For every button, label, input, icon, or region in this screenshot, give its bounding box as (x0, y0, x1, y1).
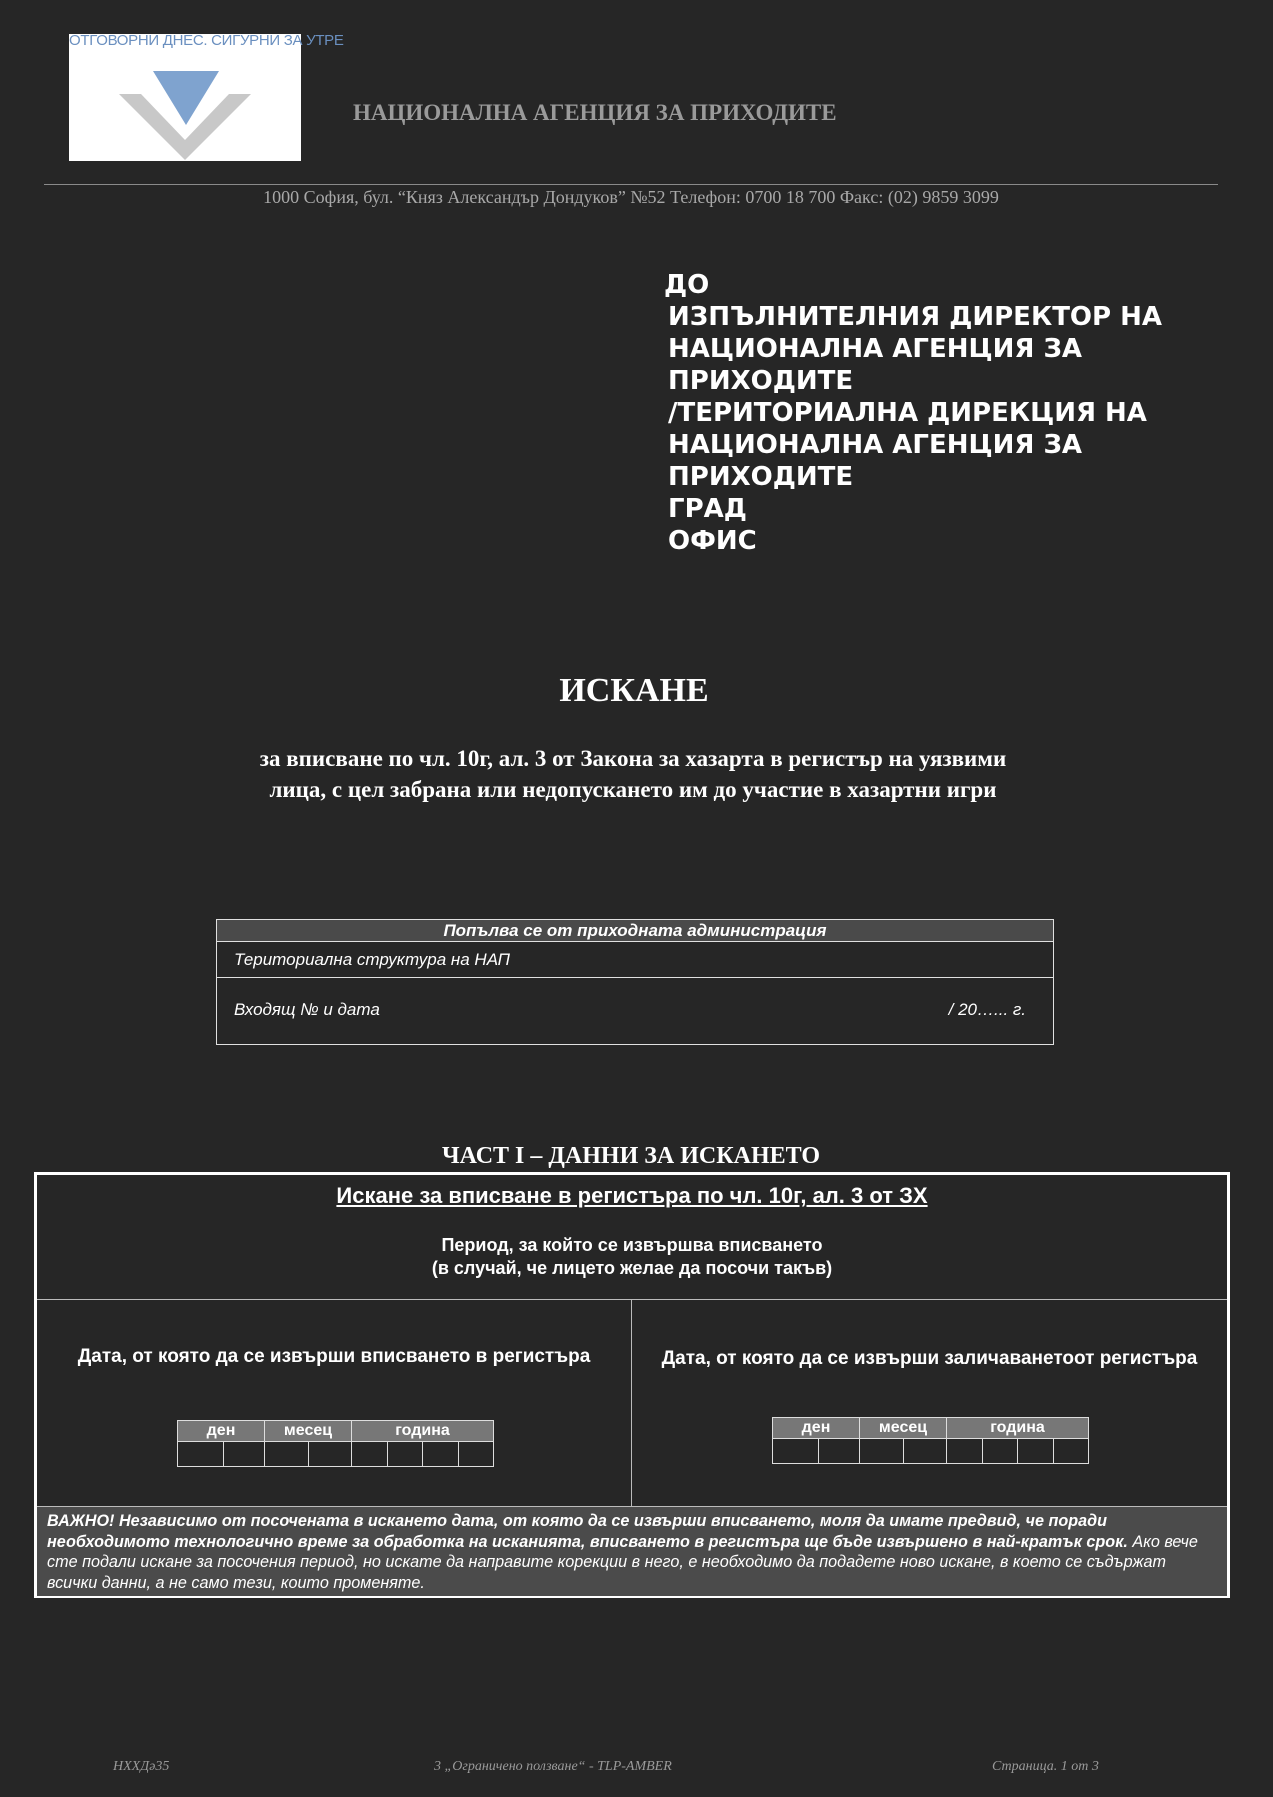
date-digit-cell[interactable] (223, 1442, 264, 1467)
notice-bold-text: ВАЖНО! Независимо от посочената в искането дата, от която да се извърши вписването, моля да имате предвид, че поради необходимото технологично време за обработка на исканията, вписването в регистъра ще бъде извършено в най-кратък срок. (47, 1512, 1128, 1551)
logo-motto: ОТГОВОРНИ ДНЕС. СИГУРНИ ЗА УТРЕ (69, 32, 344, 49)
footer-form-code: НХХДә35 (113, 1759, 170, 1774)
recipient-block (668, 301, 1162, 557)
period-note: (в случай, че лицето желае да посочи такъв) (431, 1258, 833, 1278)
important-notice (37, 1506, 1227, 1596)
nap-logo (69, 32, 344, 161)
recipient-line: /ТЕРИТОРИАЛНА ДИРЕКЦИЯ НА (668, 398, 1147, 428)
admin-table (216, 919, 1054, 1045)
recipient-line: НАЦИОНАЛНА АГЕНЦИЯ ЗА (668, 334, 1083, 364)
end-date-table (772, 1417, 1089, 1464)
date-digit-cell[interactable] (1053, 1439, 1089, 1464)
date-digit-cell[interactable] (982, 1439, 1018, 1464)
document-title: ИСКАНЕ (559, 672, 709, 709)
incoming-year-field[interactable]: / 20…... г. (948, 1000, 1026, 1019)
date-digit-cell[interactable] (773, 1439, 819, 1464)
date-digit-cell[interactable] (308, 1442, 352, 1467)
month-header: месец (265, 1421, 352, 1442)
document-subtitle: за вписване по чл. 10г, ал. 3 от Закона за хазарта в регистър на уязвими лица, с цел забрана или недопускането им до участие в хазартни игри (259, 746, 1007, 802)
part1-heading: ЧАСТ I – ДАННИ ЗА ИСКАНЕТО (441, 1143, 821, 1169)
agency-address: 1000 София, бул. “Княз Александър Дондуков” №52 Телефон: 0700 18 700 Факс: (02) 9859 3099 (263, 187, 999, 207)
column-divider (631, 1300, 632, 1506)
date-digit-cell[interactable] (387, 1442, 423, 1467)
recipient-line: ОФИС (668, 526, 757, 556)
day-header: ден (773, 1418, 860, 1439)
start-date-table (177, 1420, 494, 1467)
month-header: месец (860, 1418, 947, 1439)
recipient-line: НАЦИОНАЛНА АГЕНЦИЯ ЗА (668, 430, 1083, 460)
date-digit-cell[interactable] (860, 1439, 904, 1464)
admin-row-structure (217, 942, 1053, 978)
date-digit-cell[interactable] (265, 1442, 309, 1467)
notice-text (47, 1511, 1217, 1593)
header-divider (44, 184, 1218, 185)
footer-page-number: Страница. 1 от 3 (992, 1759, 1099, 1774)
recipient-to: ДО (664, 270, 710, 300)
footer-classification: 3 „Ограничено ползване“ - TLP-AMBER (434, 1759, 672, 1774)
request-title: Искане за вписване в регистъра по чл. 10г, ал. 3 от ЗХ (336, 1183, 928, 1208)
recipient-line: ПРИХОДИТЕ (668, 366, 854, 396)
incoming-label: Входящ № и дата (234, 1000, 380, 1019)
notice-regular-text: Ако вече сте подали искане за посочения период, но искате да направите корекции в него, е необходимо да подадете ново искане, в което се съдържат всички данни, а не само тези, които променяте. (47, 1532, 1198, 1592)
period-label: Период, за който се извършва вписването (441, 1235, 823, 1255)
logo-emblem (69, 32, 344, 161)
date-digit-cell[interactable] (458, 1442, 494, 1467)
date-digit-cell[interactable] (818, 1439, 859, 1464)
structure-label: Териториална структура на НАП (234, 950, 510, 969)
date-digit-cell[interactable] (423, 1442, 459, 1467)
agency-name: НАЦИОНАЛНА АГЕНЦИЯ ЗА ПРИХОДИТЕ (353, 100, 837, 125)
date-digit-cell[interactable] (352, 1442, 388, 1467)
recipient-line: ПРИХОДИТЕ (668, 462, 854, 492)
year-header: година (947, 1418, 1089, 1439)
part1-box (34, 1172, 1230, 1598)
date-digit-cell[interactable] (947, 1439, 983, 1464)
admin-table-header: Попълва се от приходната администрация (217, 920, 1053, 942)
end-date-title: Дата, от която да се извърши заличаванетоот регистъра (661, 1348, 1198, 1369)
recipient-line: ИЗПЪЛНИТЕЛНИЯ ДИРЕКТОР НА (668, 302, 1163, 332)
year-header: година (352, 1421, 494, 1442)
date-digit-cell[interactable] (1018, 1439, 1054, 1464)
start-date-title: Дата, от която да се извърши вписването в регистъра (77, 1346, 591, 1367)
section-divider (37, 1299, 1227, 1300)
recipient-line: ГРАД (668, 494, 747, 524)
day-header: ден (178, 1421, 265, 1442)
date-digit-cell[interactable] (178, 1442, 224, 1467)
date-digit-cell[interactable] (903, 1439, 947, 1464)
